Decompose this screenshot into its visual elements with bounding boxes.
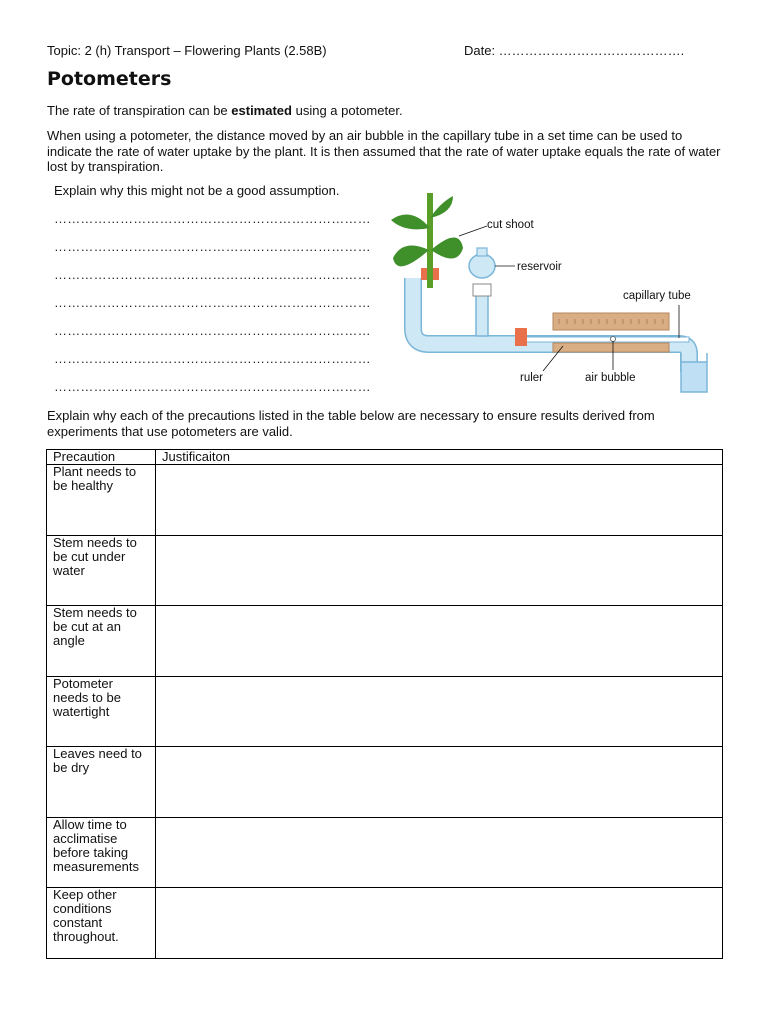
label-air-bubble: air bubble: [585, 372, 636, 384]
answer-line[interactable]: ………………………………………………………………: [54, 267, 371, 282]
table-row: [47, 747, 723, 818]
question-precautions: Explain why each of the precautions listed in the table below are necessary to ensure results derived from experiments that use potometers are valid.: [47, 408, 655, 439]
label-ruler: ruler: [520, 372, 544, 384]
ruler: [553, 313, 669, 352]
justification-cell[interactable]: [156, 747, 723, 818]
question-assumption: Explain why this might not be a good assumption.: [54, 183, 340, 198]
answer-line[interactable]: ………………………………………………………………: [54, 211, 371, 226]
air-bubble: [611, 337, 616, 342]
precaution-cell: Plant needs to be healthy: [47, 465, 156, 536]
header-justification: Justificaiton: [156, 450, 723, 465]
label-cut-shoot: cut shoot: [487, 219, 534, 231]
intro-text-after: using a potometer.: [291, 103, 403, 118]
intro-paragraph: [47, 103, 727, 119]
precautions-table: [46, 449, 723, 959]
justification-cell[interactable]: [156, 888, 723, 959]
potometer-diagram: [383, 188, 723, 398]
description-paragraph: When using a potometer, the distance moved by an air bubble in the capillary tube in a set time can be used to indicate the rate of water uptake by the plant. It is then assumed that the rate of water uptake equals the rate of water lost by transpiration.: [47, 128, 721, 174]
answer-line[interactable]: ………………………………………………………………: [54, 239, 371, 254]
precaution-cell: Stem needs to be cut under water: [47, 535, 156, 606]
precaution-cell: Leaves need to be dry: [47, 747, 156, 818]
table-row: [47, 817, 723, 888]
precaution-cell: Stem needs to be cut at an angle: [47, 606, 156, 677]
precaution-cell: Allow time to acclimatise before taking measurements: [47, 817, 156, 888]
answer-line[interactable]: ………………………………………………………………: [54, 379, 371, 394]
table-row: [47, 676, 723, 747]
capillary-tube: [523, 337, 689, 342]
page-title: Potometers: [47, 68, 172, 90]
reservoir: [469, 248, 495, 336]
table-row: [47, 888, 723, 959]
intro-text-before: The rate of transpiration can be: [47, 103, 232, 118]
justification-cell[interactable]: [156, 817, 723, 888]
answer-line[interactable]: ………………………………………………………………: [54, 295, 371, 310]
intro-text-bold: estimated: [231, 103, 292, 118]
date-field[interactable]: Date: …………………………………….: [464, 43, 685, 58]
table-header-row: [47, 450, 723, 465]
table-row: [47, 465, 723, 536]
topic-header: Topic: 2 (h) Transport – Flowering Plants (2.58B): [47, 43, 327, 58]
seal: [515, 328, 527, 346]
label-reservoir: reservoir: [517, 261, 562, 273]
justification-cell[interactable]: [156, 465, 723, 536]
answer-line[interactable]: ………………………………………………………………: [54, 351, 371, 366]
table-row: [47, 606, 723, 677]
answer-line[interactable]: ………………………………………………………………: [54, 323, 371, 338]
precaution-cell: Keep other conditions constant throughout.: [47, 888, 156, 959]
justification-cell[interactable]: [156, 676, 723, 747]
justification-cell[interactable]: [156, 606, 723, 677]
cut-shoot: [391, 193, 463, 288]
table-row: [47, 535, 723, 606]
justification-cell[interactable]: [156, 535, 723, 606]
header-precaution: Precaution: [47, 450, 156, 465]
precaution-cell: Potometer needs to be watertight: [47, 676, 156, 747]
label-capillary-tube: capillary tube: [623, 290, 691, 302]
